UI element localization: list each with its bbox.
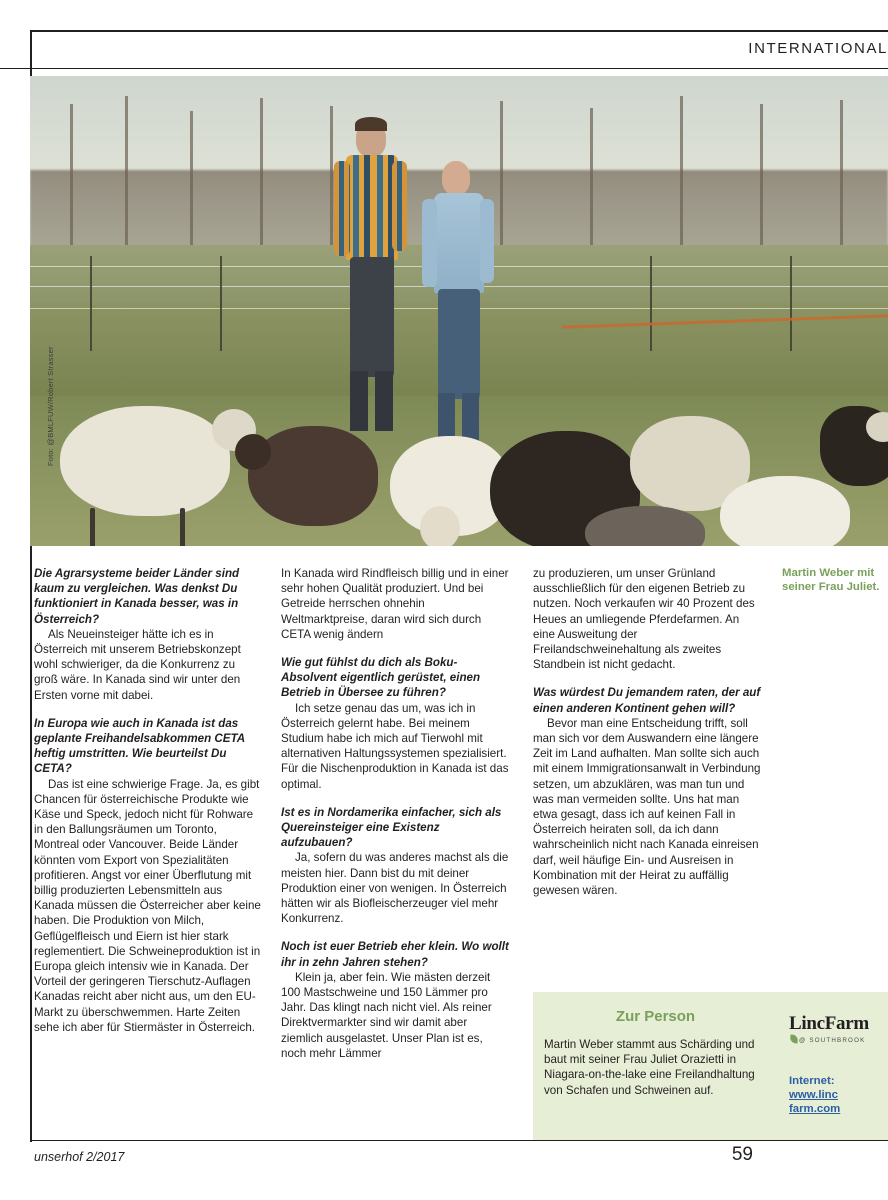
answer-continued-text: In Kanada wird Rindfleisch billig und in einer sehr hohen Qualität produziert. Und bei Getreide herrschen ohnehin Weltmarktpreise, daran wird sich durch CETA wenig ändern (281, 567, 509, 641)
photo-fence-post (650, 256, 652, 351)
photo-person-woman (420, 161, 498, 451)
question-text: In Europa wie auch in Kanada ist das geplante Freihandelsabkommen CETA heftig umstritten. Wie beurteilst Du CETA? (34, 716, 245, 776)
lincfarm-logo-subtitle (789, 1035, 884, 1044)
lincfarm-logo-wordmark: LincFarm (789, 1013, 869, 1034)
answer-text: Als Neueinsteiger hätte ich es in Österreich mit unserem Betriebskonzept wohl schwieriger, da die Konkurrenz zu groß wäre. In Kanada sind wir unter den Ersten vorne mit dabei. (34, 627, 241, 702)
internet-block (789, 1074, 885, 1116)
answer-text: Bevor man eine Entscheidung trifft, soll man sich vor dem Auswandern eine längere Zeit im Land aufhalten. Man sollte sich auch mit einem Immigrationsanwalt in Verbindung setzen, um abzuklären, was man tun und was man vermeiden sollte. Uns hat man etwa gesagt, dass ich auf keinen Fall in Österreich heiraten soll, da ich dann wahrscheinlich nicht nach Kanada einreisen darf, weil häufige Ein- und Ausreisen in Kombination mit der Heirat zu auffällig gewesen wären. (533, 716, 761, 898)
answer-text: Ich setze genau das um, was ich in Österreich gelernt habe. Bei meinem Studium habe ich mich auf Tierwohl mit alternativen Haltungssystemen spezialisiert. Für die Nischenproduktion in Kanada ist das optimal. (281, 701, 509, 791)
photo-fence-post (90, 256, 92, 351)
zur-person-title: Zur Person (615, 1008, 696, 1025)
photo-tree (500, 101, 503, 261)
internet-label: Internet: (789, 1075, 835, 1087)
photo-sheep (60, 406, 230, 516)
article-column-2 (281, 566, 509, 1061)
question-text: Ist es in Nordamerika einfacher, sich als Quereinsteiger eine Existenz aufzubauen? (281, 805, 502, 850)
photo-fence-post (220, 256, 222, 351)
lincfarm-logo (789, 1014, 884, 1044)
answer-continued-text: zu produzieren, um unser Grünland ausschließlich für den eigenen Betrieb zu nutzen. Noch verkaufen wir 40 Prozent des Heues an umliegende Pferdefarmen. An eine Ausweitung der Freilandschweinehaltung als zweites Standbein ist nicht gedacht. (533, 567, 755, 672)
answer-text: Klein ja, aber fein. Wie mästen derzeit 100 Mastschweine und 150 Lämmer pro Jahr. Das klingt nach nicht viel. Als reiner Direktvermarkter sind wir damit aber ziemlich ausgelastet. Unser Plan ist es, noch mehr Lämmer (281, 970, 492, 1060)
photo-tree (680, 96, 683, 266)
photo-fence-post (790, 256, 792, 351)
question-text: Was würdest Du jemandem raten, der auf einen anderen Kontinent gehen will? (533, 686, 761, 715)
photo-sheep-head (420, 506, 460, 546)
photo-tree (760, 104, 763, 254)
photo-credit: Foto: @BMLFUW/Robert Strasser (46, 346, 55, 466)
article-photo (30, 76, 888, 546)
publication-footer: unserhof 2/2017 (34, 1150, 125, 1164)
photo-sheep (585, 506, 705, 546)
photo-tree (840, 100, 843, 260)
header-top-rule (30, 30, 888, 32)
photo-tree (70, 104, 73, 254)
photo-caption: Martin Weber mit seiner Frau Juliet. (782, 567, 880, 593)
zur-person-body: Martin Weber stammt aus Schärding und baut mit seiner Frau Juliet Orazietti in Niagara-on-the-lake eine Freilandhaltung von Schafen und Schweinen auf. (544, 1038, 755, 1097)
photo-tree (190, 111, 193, 251)
question-text: Noch ist euer Betrieb eher klein. Wo wollt ihr in zehn Jahren stehen? (281, 940, 509, 969)
leaf-icon (789, 1034, 798, 1043)
question-text: Die Agrarsysteme beider Länder sind kaum zu vergleichen. Was denkst Du funktioniert in Kanada besser, was in Österreich? (34, 567, 240, 626)
answer-text: Das ist eine schwierige Frage. Ja, es gibt Chancen für österreichische Produkte wie Käse und Speck, jedoch nicht für Rohware in den Ballungsräumen um Toronto, Montreal oder Vancouver. Beide Länder könnten vom Export von Spezialitäten profitieren. Angst vor einer Überflutung mit billig produzierten Lebensmitteln aus Kanada müssen die Österreicher aber keine haben. Die Produktion von Milch, Geflügelfleisch und Eiern ist hier stark reglementiert. Die Schweineproduktion ist in Europa gleich intensiv wie in Kanada. Der Vorteil der geringeren Tierschutz-Auflagen Kanadas reicht aber nicht aus, um den EU-Markt zu überschwemmen. Harte Zeiten sehe ich aber für Stiermäster in Österreich. (34, 777, 261, 1034)
article-column-3 (533, 566, 761, 898)
footer-rule (30, 1140, 888, 1141)
photo-sheep-leg (90, 508, 95, 546)
answer-text: Ja, sofern du was anderes machst als die meisten hier. Dann bist du mit deiner Produktion einer von wenigen. In Österreich hätten wir als Biofleischerzeuger viel mehr Konkurrenz. (281, 851, 509, 926)
header-bottom-rule (0, 68, 888, 69)
lincfarm-logo-subtitle-text: @ SOUTHBROOK (799, 1037, 866, 1044)
photo-person-man (330, 121, 410, 441)
article-column-1 (34, 566, 262, 1035)
zur-person-box (533, 992, 888, 1140)
photo-sheep-head (235, 434, 271, 470)
question-text: Wie gut fühlst du dich als Boku-Absolvent eigentlich gerüstet, einen Betrieb in Übersee zu führen? (281, 656, 481, 700)
photo-sheep (720, 476, 850, 546)
lincfarm-website-link-line2[interactable]: farm.com (789, 1103, 841, 1115)
section-label: INTERNATIONAL (748, 40, 888, 57)
photo-tree (590, 108, 593, 253)
lincfarm-website-link-line1[interactable]: www.linc (789, 1089, 838, 1101)
page-number: 59 (731, 1144, 753, 1165)
photo-tree (260, 98, 263, 263)
photo-sheep-leg (180, 508, 185, 546)
photo-tree (125, 96, 128, 266)
